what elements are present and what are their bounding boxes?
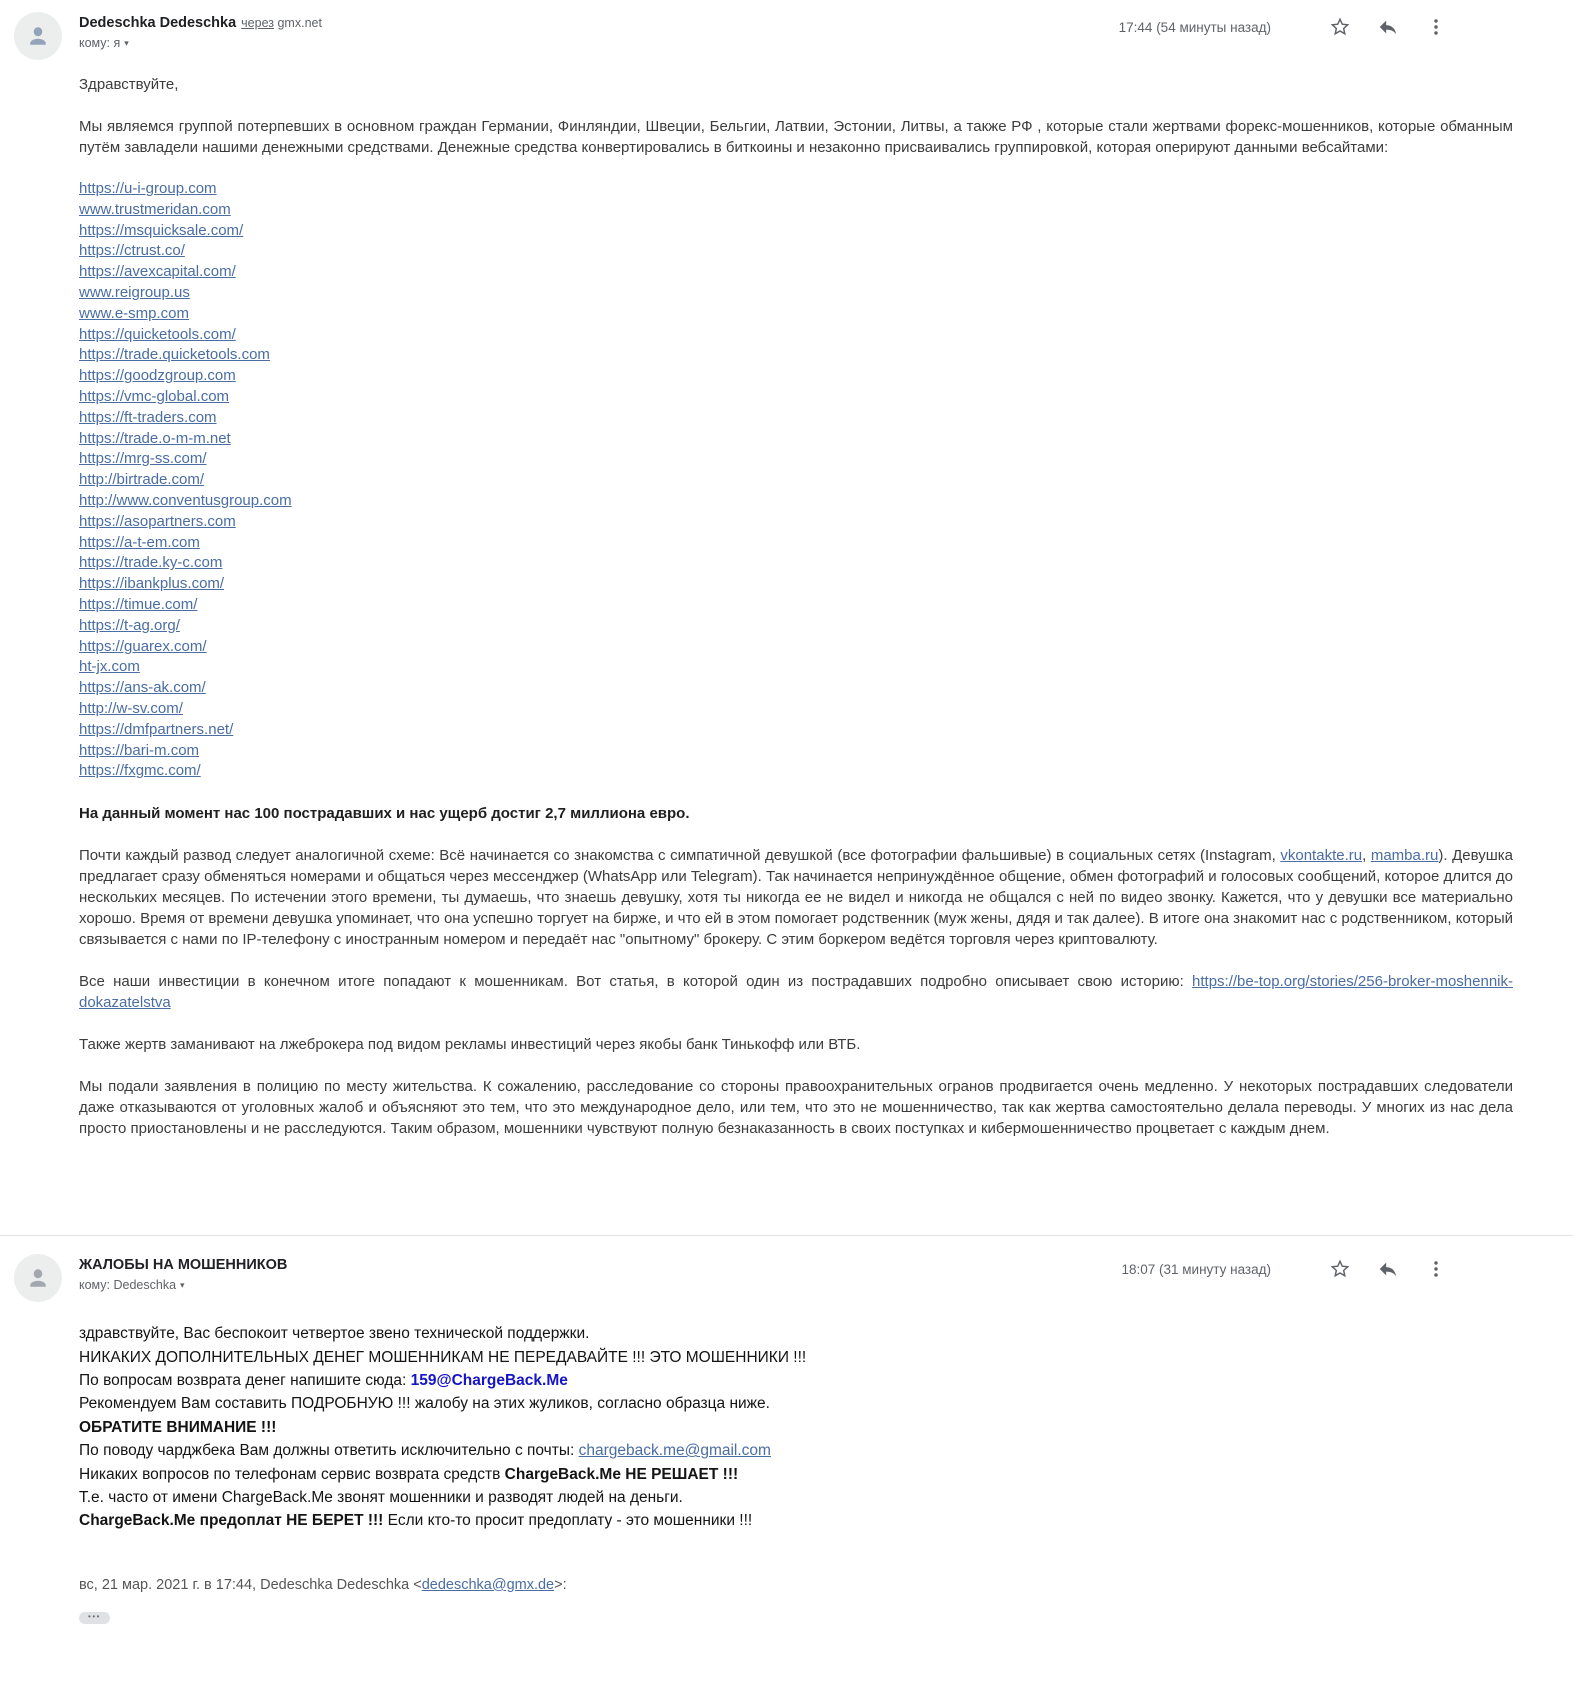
scam-site-link[interactable]: https://ctrust.co/ bbox=[79, 242, 185, 260]
scam-site-row bbox=[79, 262, 1513, 283]
dropdown-arrow-icon: ▾ bbox=[180, 1280, 185, 1291]
scam-site-link[interactable]: https://a-t-em.com bbox=[79, 533, 200, 551]
person-icon bbox=[23, 1263, 53, 1293]
scam-site-row bbox=[79, 657, 1513, 678]
scam-site-row bbox=[79, 221, 1513, 242]
inline-link[interactable]: mamba.ru bbox=[1370, 847, 1439, 865]
bold-text: ChargeBack.Me НЕ РЕШАЕТ !!! bbox=[504, 1465, 739, 1483]
inline-link[interactable]: dedeschka@gmx.de bbox=[421, 1576, 555, 1593]
scam-site-link[interactable]: https://u-i-group.com bbox=[79, 180, 217, 197]
avatar[interactable] bbox=[14, 1254, 62, 1302]
scam-site-link[interactable]: https://vmc-global.com bbox=[79, 387, 230, 405]
text-segment: Все наши инвестиции в конечном итоге попадают к мошенникам. Вот статья, в которой один из пострадавших подробно описывает свою историю: bbox=[79, 973, 1193, 991]
email-1-body bbox=[79, 60, 1513, 1235]
paragraph-intro: Мы являемся группой потерпевших в основном граждан Германии, Финляндии, Швеции, Бельгии, Латвии, Эстонии, Литвы, а также РФ , которые стали жертвами форекс-мошенников, которые обманным путём завладели нашими денежными средствами. Денежные средства конвертировались в биткоины и незаконно присваивались группировкой, которая оперируют данными вебсайтами: bbox=[79, 118, 1513, 156]
scam-site-link[interactable]: https://dmfpartners.net/ bbox=[79, 720, 234, 738]
star-icon[interactable] bbox=[1329, 1258, 1351, 1280]
greeting: Здравствуйте, bbox=[79, 76, 179, 93]
scam-site-row bbox=[79, 408, 1513, 429]
scam-site-row bbox=[79, 637, 1513, 658]
reply-icon[interactable] bbox=[1377, 1258, 1399, 1280]
text-segment: Никаких вопросов по телефонам сервис возврата средств bbox=[79, 1465, 505, 1483]
scam-site-link[interactable]: http://birtrade.com/ bbox=[79, 471, 205, 489]
reply-icon[interactable] bbox=[1377, 16, 1399, 38]
scam-site-link[interactable]: http://www.conventusgroup.com bbox=[79, 491, 292, 509]
star-icon[interactable] bbox=[1329, 16, 1351, 38]
email-2-body bbox=[79, 1302, 1513, 1624]
text-segment: Если кто-то просит предоплату - это мошенники !!! bbox=[383, 1512, 753, 1530]
scam-site-link[interactable]: https://trade.ky-c.com bbox=[79, 554, 223, 572]
body-line bbox=[79, 1322, 1513, 1345]
text-segment: здравствуйте, Вас беспокоит четвертое звено технической поддержки. bbox=[79, 1325, 590, 1343]
scam-site-row bbox=[79, 761, 1513, 782]
recipient-label: кому: я bbox=[79, 36, 121, 50]
scam-site-row bbox=[79, 616, 1513, 637]
body-line bbox=[79, 1416, 1513, 1439]
more-vert-icon[interactable] bbox=[1425, 1258, 1447, 1280]
paragraph-scheme bbox=[79, 845, 1513, 950]
scam-site-row bbox=[79, 387, 1513, 408]
text-segment: Почти каждый развод следует аналогичной схеме: Всё начинается со знакомства с симпатичной девушкой (все фотографии фальшивые) в социальных сетях (Instagram, bbox=[79, 847, 1281, 865]
scam-site-link[interactable]: ht-jx.com bbox=[79, 658, 140, 676]
scam-site-row bbox=[79, 533, 1513, 554]
scam-site-link[interactable]: https://timue.com/ bbox=[79, 595, 198, 613]
email-2-header bbox=[14, 1254, 1513, 1302]
sender-name: Dedeschka Dedeschka bbox=[79, 15, 237, 31]
text-segment: По вопросам возврата денег напишите сюда: bbox=[79, 1371, 411, 1389]
scam-site-link[interactable]: https://ft-traders.com bbox=[79, 408, 217, 426]
scam-site-link[interactable]: https://quicketools.com/ bbox=[79, 325, 236, 343]
scam-site-row bbox=[79, 741, 1513, 762]
body-line bbox=[79, 1439, 1513, 1462]
body-line bbox=[79, 1463, 1513, 1486]
scam-site-link[interactable]: https://guarex.com/ bbox=[79, 637, 207, 655]
scam-site-row bbox=[79, 200, 1513, 221]
trimmed-dots: ••• bbox=[88, 1612, 101, 1622]
scam-site-row bbox=[79, 512, 1513, 533]
email-1-header-actions bbox=[1119, 16, 1447, 38]
scam-site-link[interactable]: https://ibankplus.com/ bbox=[79, 575, 225, 593]
scam-site-link[interactable]: https://goodzgroup.com bbox=[79, 367, 236, 385]
scam-site-link[interactable]: https://bari-m.com bbox=[79, 741, 200, 759]
inline-link[interactable]: chargeback.me@gmail.com bbox=[578, 1442, 771, 1460]
body-line bbox=[79, 1346, 1513, 1369]
body-line bbox=[79, 1369, 1513, 1392]
scam-site-link[interactable]: https://avexcapital.com/ bbox=[79, 263, 236, 281]
bold-text: ОБРАТИТЕ ВНИМАНИЕ !!! bbox=[79, 1418, 277, 1436]
text-segment: , bbox=[1362, 847, 1371, 865]
dropdown-arrow-icon: ▾ bbox=[124, 38, 129, 48]
scam-site-link[interactable]: https://asopartners.com bbox=[79, 512, 236, 530]
scam-site-row bbox=[79, 574, 1513, 595]
scam-site-link[interactable]: www.reigroup.us bbox=[79, 283, 190, 301]
bold-statement: На данный момент нас 100 пострадавших и нас ущерб достиг 2,7 миллиона евро. bbox=[79, 805, 690, 823]
bold-text: ChargeBack.Me предоплат НЕ БЕРЕТ !!! bbox=[79, 1512, 384, 1530]
person-icon bbox=[23, 21, 53, 51]
quote-attribution bbox=[79, 1574, 1513, 1597]
timestamp: 17:44 (54 минуты назад) bbox=[1118, 19, 1271, 35]
scam-site-row bbox=[79, 345, 1513, 366]
recipient-label: кому: Dedeschka bbox=[79, 1278, 177, 1293]
body-line bbox=[79, 1509, 1513, 1532]
scam-site-row bbox=[79, 366, 1513, 387]
scam-site-link[interactable]: https://trade.o-m-m.net bbox=[79, 429, 231, 447]
paragraph-investments bbox=[79, 971, 1513, 1013]
text-segment: вс, 21 мар. 2021 г. в 17:44, Dedeschka Dedeschka < bbox=[79, 1576, 422, 1593]
text-segment: >: bbox=[554, 1576, 567, 1593]
recipient-dropdown[interactable] bbox=[79, 1278, 287, 1292]
email-2-header-actions bbox=[1121, 1258, 1447, 1280]
scam-site-row bbox=[79, 699, 1513, 720]
via-domain: gmx.net bbox=[277, 16, 322, 30]
scam-site-link[interactable]: https://ans-ak.com/ bbox=[79, 679, 206, 697]
scam-site-link[interactable]: https://trade.quicketools.com bbox=[79, 346, 270, 364]
inline-link[interactable]: https://be-top.org/stories/256-broker-moshennik-dokazatelstva bbox=[79, 973, 1513, 1012]
body-line bbox=[79, 1486, 1513, 1509]
scam-site-row bbox=[79, 491, 1513, 512]
show-trimmed-content-button[interactable] bbox=[79, 1612, 110, 1624]
text-segment: По поводу чарджбека Вам должны ответить исключительно с почты: bbox=[79, 1442, 579, 1460]
inline-link[interactable]: vkontakte.ru bbox=[1280, 847, 1363, 865]
text-segment: Рекомендуем Вам составить ПОДРОБНУЮ !!! жалобу на этих жуликов, согласно образца ниже. bbox=[79, 1395, 770, 1413]
text-segment: ). Девушка предлагает сразу обменяться номерами и общаться через мессенджер (WhatsApp или Telegram). Так начинается непринуждённое общение, обмен фотографий и голосовых сообщений, которое длится до нескольких месяцев. По истечении этого времени, ты думаешь, что знаешь девушку, хотя ты никогда ее не видел и никогда не общался с ней по видео звонку. Кажется, что у девушки все материально хорошо. Время от времени девушка упоминает, что она успешно торгует на бирже, и что ей в этом помогает родственник (муж жены, дядя и так далее). В итоге она знакомит нас с родственником, который связывается с нами по IP-телефону с иностранным номером и передаёт нас "опытному" брокеру. С этим боркером ведётся торговля через криптовалюту. bbox=[79, 847, 1513, 949]
scam-site-row bbox=[79, 720, 1513, 741]
scam-site-link[interactable]: http://w-sv.com/ bbox=[79, 699, 183, 717]
sender-block bbox=[79, 1254, 287, 1292]
email-1-header bbox=[14, 12, 1513, 60]
scam-site-row bbox=[79, 470, 1513, 491]
scam-site-row bbox=[79, 429, 1513, 450]
timestamp: 18:07 (31 минуту назад) bbox=[1121, 1261, 1271, 1277]
scam-site-link[interactable]: https://mrg-ss.com/ bbox=[79, 450, 207, 468]
scam-site-row bbox=[79, 179, 1513, 200]
email-2 bbox=[0, 1235, 1573, 1624]
scam-site-row bbox=[79, 283, 1513, 304]
avatar[interactable] bbox=[14, 12, 62, 60]
scam-site-row bbox=[79, 595, 1513, 616]
spacer bbox=[79, 1139, 1513, 1235]
text-segment: НИКАКИХ ДОПОЛНИТЕЛЬНЫХ ДЕНЕГ МОШЕННИКАМ НЕ ПЕРЕДАВАЙТЕ !!! ЭТО МОШЕННИКИ !!! bbox=[79, 1348, 807, 1366]
scam-site-link[interactable]: https://t-ag.org/ bbox=[79, 616, 180, 634]
recipient-dropdown[interactable] bbox=[79, 36, 322, 50]
sender-block bbox=[79, 12, 322, 50]
scam-site-row bbox=[79, 449, 1513, 470]
scam-site-link[interactable]: https://msquicksale.com/ bbox=[79, 221, 244, 239]
paragraph-police: Мы подали заявления в полицию по месту жительства. К сожалению, расследование со стороны правоохранительных огранов продвигается очень медленно. У некоторых пострадавших следователи даже отказываются от уголовных жалоб и объясняют это тем, что это международное дело, или тем, что это не мошенничество, так как жертва самостоятельно делала переводы. У многих из нас дела просто приостановлены и не расследуются. Таким образом, мошенники чувствуют полную безнаказанность в своих поступках и кибермошенничество процветает с каждым днем. bbox=[79, 1078, 1513, 1138]
scam-site-row bbox=[79, 241, 1513, 262]
more-vert-icon[interactable] bbox=[1425, 16, 1447, 38]
body-line bbox=[79, 1392, 1513, 1415]
sender-name: ЖАЛОБЫ НА МОШЕННИКОВ bbox=[79, 1257, 288, 1274]
paragraph-banks: Также жертв заманивают на лжеброкера под видом рекламы инвестиций через якобы банк Тинькофф или ВТБ. bbox=[79, 1036, 861, 1054]
text-segment: Т.е. часто от имени ChargeBack.Me звонят мошенники и разводят людей на деньги. bbox=[79, 1488, 683, 1506]
scam-site-list bbox=[79, 179, 1513, 782]
scam-site-row bbox=[79, 553, 1513, 574]
scam-site-link[interactable]: www.trustmeridan.com bbox=[79, 200, 231, 218]
inline-link[interactable]: 159@ChargeBack.Me bbox=[410, 1371, 568, 1389]
scam-site-row bbox=[79, 325, 1513, 346]
scam-site-link[interactable]: https://fxgmc.com/ bbox=[79, 762, 201, 780]
scam-site-row bbox=[79, 678, 1513, 699]
via-label: через bbox=[241, 16, 274, 30]
scam-site-row bbox=[79, 304, 1513, 325]
scam-site-link[interactable]: www.e-smp.com bbox=[79, 304, 190, 322]
